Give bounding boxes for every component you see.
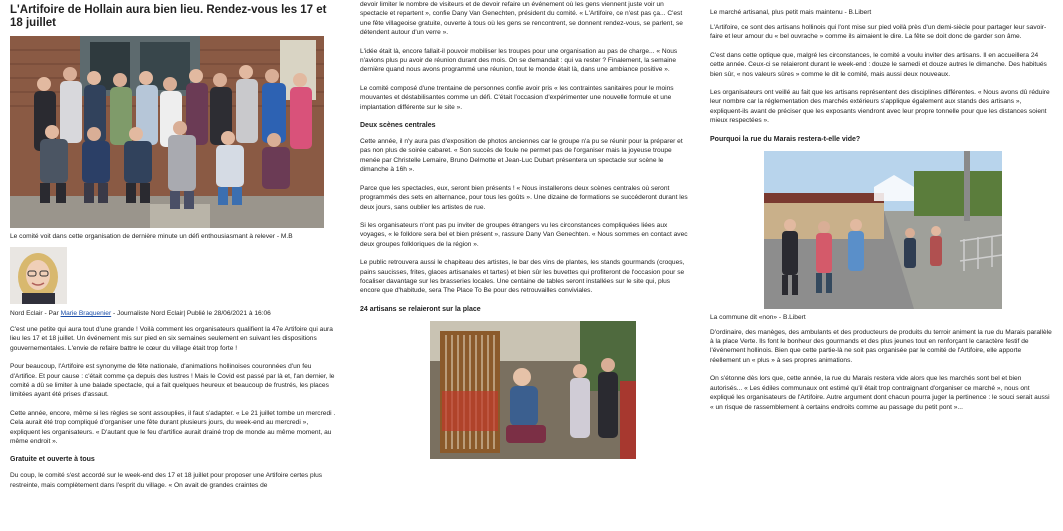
- author-portrait: [10, 247, 67, 304]
- paragraph: Le public retrouvera aussi le chapiteau des artistes, le bar des vins de plantes, les stands gourmands (croques, pains saucisses, frites, glaces artisanales et tartes) et bien sûr les buvettes qui profiteront de l'occasion pour se focaliser davantage sur les brasseries locales. Une centaine de tables seront installées sur le site qui, plus encore que d'habitude, sera The Place To Be pour des retrouvailles conviviales.: [360, 259, 685, 295]
- paragraph: L'idée était là, encore fallait-il pouvoir mobiliser les troupes pour une organisation au pas de charge... « Nous n'avions plus pu avoir de réunion durant des mois. On se demandait : qui va rester ? Finalement, la semaine dernière quand nous avons programmé une réunion, tout le monde était là, dans une ambiance positive ».: [360, 47, 678, 74]
- paragraph: L'Artifoire, ce sont des artisans hollinois qui l'ont mise sur pied voilà près d'un demi-siècle pour partager leur savoir-faire et leur amour du « bel ouvrache » comme ils aimaient le dire. La fête se doit donc de garder son âme.: [710, 24, 1047, 41]
- paragraph: D'ordinaire, des manèges, des ambulants et des producteurs de produits du terroir animent la rue du Marais parallèle à la place Verte. Ils font le bonheur des gourmands et des plus jeunes tout en renforçant le caractère festif de l'événement hollinois. Bien que cette partie-là ne soit pas organisée par le comité de l'Artifoire, elle apporte réellement un « plus » à ses propres animations.: [710, 328, 1052, 364]
- article-byline: [10, 310, 340, 317]
- photo-caption: La commune dit «non» - B.Libert: [710, 313, 806, 321]
- paragraph: Le comité composé d'une trentaine de personnes confie avoir pris « les contraintes sanitaires pour le moins mouvantes et déstabilisantes comme un défi. C'était l'occasion d'expérimenter une nouvelle formule et une implantation différente sur le site ».: [360, 84, 674, 111]
- paragraph: Les organisateurs ont veillé au fait que les artisans représentent des disciplines différentes. « Nous avons dû réduire leur nombre car la réglementation des marchés extérieurs s'applique également aux stands des artisans », expliquent-ils avant de préciser que les exposants viendront avec leur propre tonnelle pour que les distances soient mieux respectées ».: [710, 89, 1050, 125]
- author-link[interactable]: Marie Braquenier: [60, 310, 112, 317]
- paragraph: Parce que les spectacles, eux, seront bien présents ! « Nous installerons deux scènes centrales où seront programmés des sets en alternance, pour tous les goûts ». Une dizaine de formations se succéderont durant les deux jours, sans oublier les artistes de rue.: [360, 184, 688, 211]
- section-heading: Deux scènes centrales: [360, 122, 436, 130]
- byline-prefix: Nord Eclair - Par: [10, 310, 61, 317]
- paragraph: Cette année, il n'y aura pas d'exposition de photos anciennes car le groupe n'a pu se réunir pour la préparer et pas non plus de soirée cabaret. « Son succès de foule ne permet pas de l'organiser mais la joyeuse troupe menée par Christelle Lemaire, Bruno Delmotte et Jean-Luc Dubart présentera un spectacle sur scène le dimanche à 16h ».: [360, 138, 683, 174]
- paragraph: devoir limiter le nombre de visiteurs et de devoir refaire un événement où les gens viennent juste voir un spectacle et repartent », confie Dany Van Genechten, président du comité. « L'Artifoire, ce n'est pas ça... C'est une fête villageoise gratuite, ouverte à tous où les gens se rencontrent, se donnent rendez-vous, se parlent, se détendent autour d'un verre ».: [360, 1, 683, 37]
- column-2: [360, 0, 690, 459]
- section-heading: Pourquoi la rue du Marais restera-t-elle vide?: [710, 135, 861, 143]
- committee-group-photo: [10, 36, 324, 228]
- paragraph: On s'étonne dès lors que, cette année, la rue du Marais restera vide alors que les marchés sont bel et bien autorisés... « Les édiles communaux ont estimé qu'il était trop contraignant d'organiser ce marché », nous ont expliqué les organisateurs de l'Artifoire. Autre argument dont chacun pourra juger la pertinence : le souci serait aussi « un risque de rassemblement à certains endroits comme au passage du petit pont »...: [710, 375, 1050, 411]
- photo-caption: Le marché artisanal, plus petit mais maintenu - B.Libert: [710, 9, 872, 16]
- paragraph: C'est une petite qui aura tout d'une grande ! Voilà comment les organisateurs qualifient la 47e Artifoire qui aura lieu les 17 et 18 juillet. Un événement mis sur pied en six semaines seulement en suivant les dispositions gouvernementales. L'envie de refaire battre le cœur du village était trop forte !: [10, 326, 333, 352]
- paragraph: C'est dans cette optique que, malgré les circonstances, le comité a voulu inviter des artisans. Il en accueillera 24 cette année. Ceux-ci se relaieront durant le week-end : douze le samedi et douze autres le dimanche. Des habitués bien sûr, « nos valeurs sûres » comme le dit le comité, mais aussi deux nouveaux.: [710, 51, 1047, 78]
- street-market-photo: [764, 151, 1002, 309]
- section-heading: Gratuite et ouverte à tous: [10, 456, 95, 464]
- byline-suffix: - Journaliste Nord Eclair| Publié le 28/06/2021 à 16:06: [111, 310, 271, 317]
- artisan-weaving-photo: [430, 321, 636, 459]
- section-heading: 24 artisans se relaieront sur la place: [360, 305, 481, 313]
- column-1: [10, 0, 340, 499]
- article-headline: L'Artifoire de Hollain aura bien lieu. Rendez-vous les 17 et 18 juillet: [10, 4, 327, 29]
- paragraph: Pour beaucoup, l'Artifoire est synonyme de fête nationale, d'animations hollinoises couronnées d'un feu d'Artifice. Et pour cause : c'était comme ça depuis des lustres ! Mais le Covid est passé par là et, l'an dernier, le comité a dû se limiter à une balade spectacle, qui a fait quelques heureux et beaucoup de frustrés, les places limitées ayant été prises d'assaut.: [10, 363, 335, 399]
- paragraph: Si les organisateurs n'ont pas pu inviter de groupes étrangers vu les circonstances compliquées liées aux voyages, « le folklore sera bel et bien présent », rassure Dany Van Genechten. « Nous sommes en contact avec deux groupes folkloriques de la région ».: [360, 221, 688, 248]
- paragraph: Cette année, encore, même si les règles se sont assouplies, il faut s'adapter. « Le 21 juillet tombe un mercredi . Cela aurait été trop compliqué d'organiser une fête durant plusieurs jours, du week-end au mercredi », expliquent les organisateurs. « D'autant que le feu d'artifice aurait drainé trop de monde au même moment, au même endroit ».: [10, 409, 336, 446]
- paragraph: Du coup, le comité s'est accordé sur le week-end des 17 et 18 juillet pour proposer une Artifoire certes plus restreinte, mais complètement dans l'esprit du village. « On avait de grandes craintes de: [10, 472, 323, 489]
- photo-caption: Le comité voit dans cette organisation de dernière minute un défi enthousiasmant à relever - M.B: [10, 233, 293, 240]
- column-3: [710, 0, 1052, 421]
